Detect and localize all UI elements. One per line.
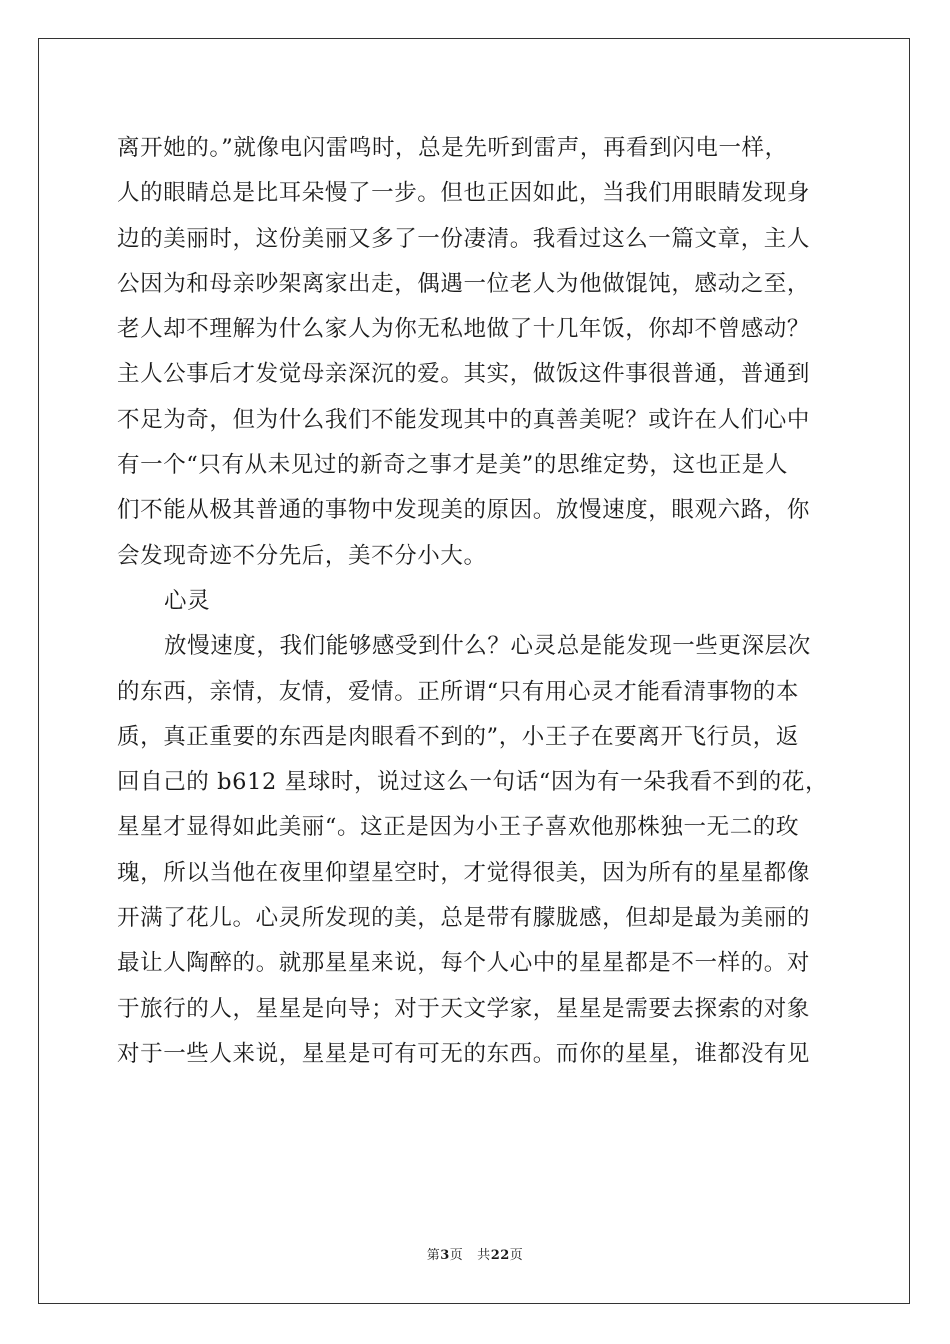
footer-page-suffix: 页 xyxy=(449,1248,464,1263)
text-line: 对于一些人来说，星星是可有可无的东西。而你的星星，谁都没有见 xyxy=(117,1040,811,1067)
text-line: 有一个“只有从未见过的新奇之事才是美”的思维定势，这也正是人 xyxy=(117,452,789,479)
text-line: 不足为奇，但为什么我们不能发现其中的真善美呢？或许在人们心中 xyxy=(117,406,811,433)
text-line: 放慢速度，我们能够感受到什么？心灵总是能发现一些更深层次 xyxy=(164,633,811,660)
text-line: 会发现奇迹不分先后，美不分小大。 xyxy=(117,542,487,569)
text-line: 质，真正重要的东西是肉眼看不到的”，小王子在要离开飞行员，返 xyxy=(117,723,800,750)
text-line: 边的美丽时，这份美丽又多了一份凄清。我看过这么一篇文章，主人 xyxy=(117,225,811,252)
text-line: 公因为和母亲吵架离家出走，偶遇一位老人为他做馄饨，感动之至， xyxy=(117,270,811,297)
text-line: 回自己的 b612 星球时，说过这么一句话“因为有一朵我看不到的花， xyxy=(117,769,829,796)
text-line: 的东西，亲情，友情，爱情。正所谓“只有用心灵才能看清事物的本 xyxy=(117,678,800,705)
text-line: 瑰，所以当他在夜里仰望星空时，才觉得很美，因为所有的星星都像 xyxy=(117,859,811,886)
text-line: 人的眼睛总是比耳朵慢了一步。但也正因如此，当我们用眼睛发现身 xyxy=(117,180,811,207)
section-heading: 心灵 xyxy=(164,587,211,614)
document-body xyxy=(117,126,837,1077)
text-line: 星星才显得如此美丽“。这正是因为小王子喜欢他那株独一无二的玫 xyxy=(117,814,800,841)
footer-total-prefix: 共 xyxy=(477,1248,491,1263)
text-line: 开满了花儿。心灵所发现的美，总是带有朦胧感，但却是最为美丽的 xyxy=(117,905,811,932)
text-line: 老人却不理解为什么家人为你无私地做了十几年饭，你却不曾感动？ xyxy=(117,316,811,343)
text-line: 主人公事后才发觉母亲深沉的爱。其实，做饭这件事很普通，普通到 xyxy=(117,361,811,388)
page-footer xyxy=(0,1244,950,1263)
footer-total-suffix: 页 xyxy=(509,1248,524,1263)
text-line: 们不能从极其普通的事物中发现美的原因。放慢速度，眼观六路，你 xyxy=(117,497,811,524)
text-line: 最让人陶醉的。就那星星来说，每个人心中的星星都是不一样的。对 xyxy=(117,950,811,977)
text-line: 离开她的。”就像电闪雷鸣时，总是先听到雷声，再看到闪电一样， xyxy=(117,135,788,161)
footer-total-pages: 22 xyxy=(490,1248,510,1263)
footer-page-prefix: 第 xyxy=(426,1248,441,1263)
text-line: 于旅行的人，星星是向导；对于天文学家，星星是需要去探索的对象 xyxy=(117,995,811,1022)
footer-page-number: 3 xyxy=(440,1248,450,1263)
